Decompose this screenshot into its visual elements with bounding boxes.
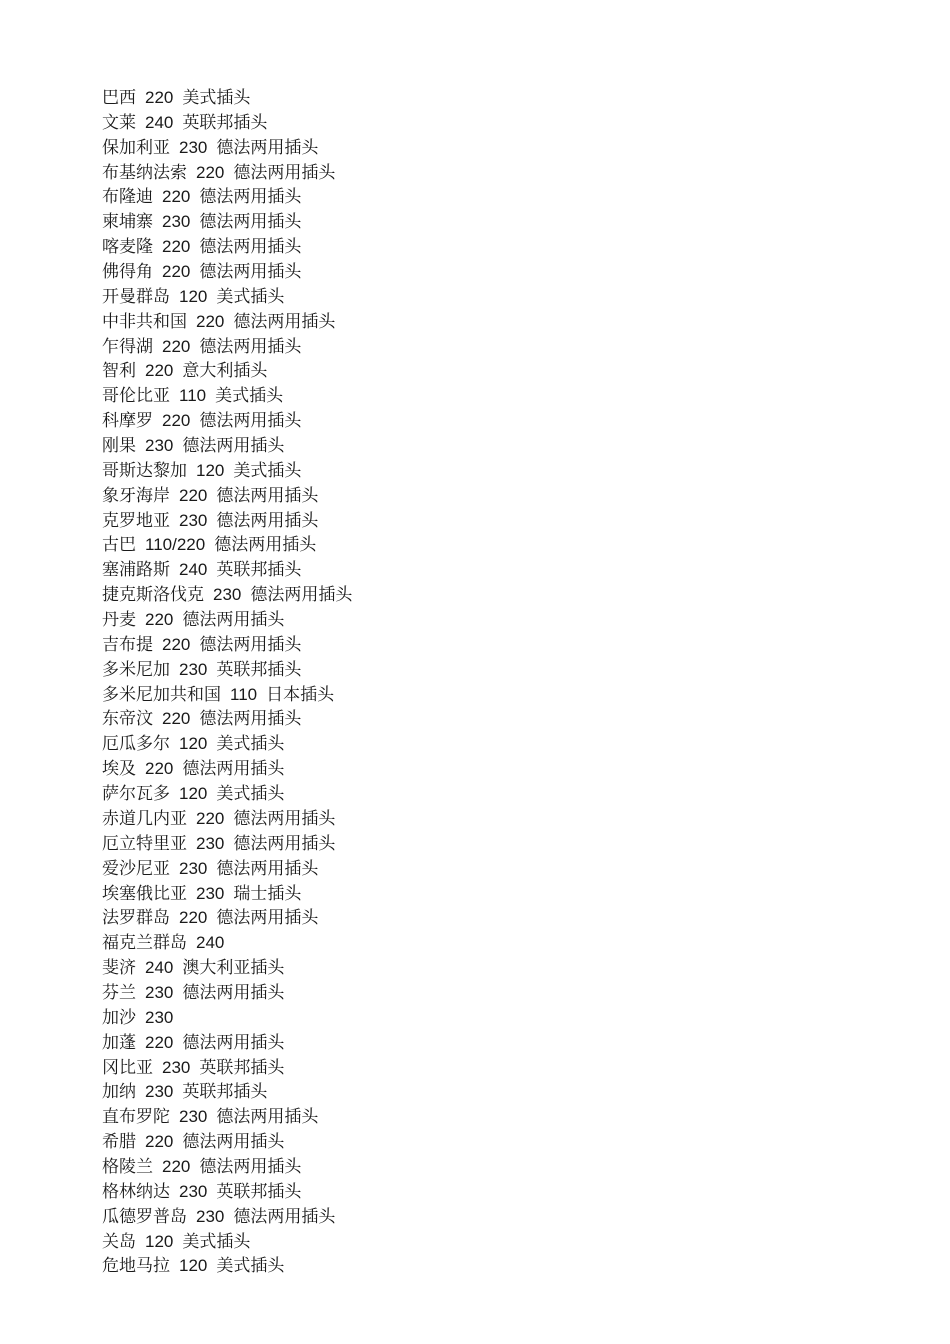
country-name: 芬兰 <box>102 982 136 1003</box>
country-name: 巴西 <box>102 88 136 108</box>
country-name: 智利 <box>102 361 136 382</box>
country-name: 厄立特里亚 <box>102 833 187 854</box>
voltage-value: 110 <box>230 684 258 704</box>
voltage-value: 120 <box>179 784 208 804</box>
country-name: 丹麦 <box>102 610 136 631</box>
voltage-value: 220 <box>162 709 191 729</box>
list-item <box>102 1130 352 1155</box>
plug-type: 日本插头 <box>266 684 335 705</box>
list-item <box>102 1180 352 1205</box>
list-item <box>102 111 352 136</box>
country-name: 哥伦比亚 <box>102 386 170 407</box>
list-item <box>102 260 352 285</box>
country-name: 多米尼加共和国 <box>102 684 221 705</box>
list-item <box>102 583 352 608</box>
plug-type: 德法两用插头 <box>199 634 302 655</box>
plug-type: 美式插头 <box>215 386 284 407</box>
country-name: 开曼群岛 <box>102 286 170 307</box>
plug-type: 德法两用插头 <box>216 137 319 158</box>
plug-type: 德法两用插头 <box>182 759 285 780</box>
voltage-value: 230 <box>145 1007 174 1027</box>
plug-type: 意大利插头 <box>182 361 268 382</box>
voltage-value: 110 <box>179 386 207 406</box>
list-item <box>102 210 352 235</box>
plug-type: 德法两用插头 <box>199 1156 302 1177</box>
voltage-value: 220 <box>162 634 191 654</box>
plug-type: 德法两用插头 <box>182 982 285 1003</box>
list-item <box>102 1031 352 1056</box>
plug-type: 德法两用插头 <box>233 1206 336 1227</box>
voltage-value: 220 <box>145 759 174 779</box>
voltage-value: 220 <box>162 187 191 207</box>
list-item <box>102 335 352 360</box>
voltage-value: 240 <box>179 560 208 580</box>
voltage-value: 230 <box>179 510 208 530</box>
country-name: 保加利亚 <box>102 137 170 158</box>
country-name: 关岛 <box>102 1231 136 1252</box>
country-name: 中非共和国 <box>102 311 187 332</box>
voltage-value: 220 <box>145 361 174 381</box>
country-name: 科摩罗 <box>102 411 153 432</box>
plug-type: 美式插头 <box>216 1256 285 1277</box>
country-name: 埃及 <box>102 759 136 780</box>
plug-type: 英联邦插头 <box>216 659 302 680</box>
plug-type: 英联邦插头 <box>216 560 302 581</box>
voltage-value: 230 <box>145 982 174 1002</box>
country-name: 加沙 <box>102 1007 136 1028</box>
country-name: 爱沙尼亚 <box>102 858 170 879</box>
country-name: 东帝汶 <box>102 709 153 730</box>
voltage-value: 230 <box>179 137 208 157</box>
country-name: 古巴 <box>102 535 136 556</box>
country-name: 赤道几内亚 <box>102 808 187 829</box>
list-item <box>102 235 352 260</box>
voltage-value: 120 <box>179 1256 208 1276</box>
voltage-value: 230 <box>179 858 208 878</box>
country-name: 加蓬 <box>102 1032 136 1053</box>
country-name: 克罗地亚 <box>102 510 170 531</box>
list-item <box>102 882 352 907</box>
plug-type: 德法两用插头 <box>214 535 317 556</box>
plug-type: 德法两用插头 <box>182 1132 285 1153</box>
list-item <box>102 1254 352 1279</box>
plug-type: 德法两用插头 <box>216 908 319 929</box>
voltage-value: 220 <box>145 1032 174 1052</box>
list-item <box>102 384 352 409</box>
plug-type: 美式插头 <box>216 784 285 805</box>
voltage-value: 220 <box>196 311 225 331</box>
list-item <box>102 1056 352 1081</box>
voltage-value: 120 <box>196 460 225 480</box>
list-item <box>102 931 352 956</box>
voltage-value: 230 <box>162 212 191 232</box>
plug-type: 美式插头 <box>216 734 285 755</box>
country-name: 萨尔瓦多 <box>102 784 170 805</box>
voltage-value: 120 <box>179 734 208 754</box>
voltage-value: 220 <box>179 485 208 505</box>
plug-type: 瑞士插头 <box>233 883 302 904</box>
plug-type: 美式插头 <box>233 460 302 481</box>
plug-type: 德法两用插头 <box>233 808 336 829</box>
list-item <box>102 832 352 857</box>
list-item <box>102 533 352 558</box>
list-item <box>102 509 352 534</box>
plug-type: 德法两用插头 <box>199 262 302 283</box>
voltage-value: 240 <box>145 958 174 978</box>
voltage-value: 240 <box>145 112 174 132</box>
voltage-value: 220 <box>162 237 191 257</box>
country-name: 格林纳达 <box>102 1181 170 1202</box>
plug-type: 澳大利亚插头 <box>182 958 285 979</box>
country-name: 多米尼加 <box>102 659 170 680</box>
country-name: 哥斯达黎加 <box>102 460 187 481</box>
plug-type: 英联邦插头 <box>182 112 268 133</box>
plug-type: 德法两用插头 <box>216 858 319 879</box>
country-name: 刚果 <box>102 436 136 457</box>
voltage-value: 220 <box>145 88 174 107</box>
country-name: 吉布提 <box>102 634 153 655</box>
voltage-value: 230 <box>196 1206 225 1226</box>
list-item <box>102 434 352 459</box>
list-item <box>102 484 352 509</box>
voltage-value: 220 <box>162 1156 191 1176</box>
voltage-value: 220 <box>179 908 208 928</box>
voltage-value: 220 <box>162 336 191 356</box>
list-item <box>102 732 352 757</box>
plug-type: 德法两用插头 <box>199 709 302 730</box>
list-item <box>102 359 352 384</box>
list-item <box>102 707 352 732</box>
list-item <box>102 459 352 484</box>
list-item <box>102 608 352 633</box>
plug-type: 德法两用插头 <box>182 1032 285 1053</box>
country-name: 法罗群岛 <box>102 908 170 929</box>
country-name: 希腊 <box>102 1132 136 1153</box>
voltage-value: 220 <box>145 610 174 630</box>
plug-type: 德法两用插头 <box>216 510 319 531</box>
voltage-value: 220 <box>196 162 225 182</box>
list-item <box>102 1105 352 1130</box>
plug-type: 德法两用插头 <box>199 237 302 258</box>
list-item <box>102 1155 352 1180</box>
voltage-value: 120 <box>145 1231 174 1251</box>
plug-type: 英联邦插头 <box>216 1181 302 1202</box>
voltage-value: 220 <box>145 1132 174 1152</box>
plug-type: 德法两用插头 <box>199 411 302 432</box>
voltage-value: 240 <box>196 933 225 953</box>
list-item <box>102 633 352 658</box>
country-name: 冈比亚 <box>102 1057 153 1078</box>
plug-type: 德法两用插头 <box>216 485 319 506</box>
plug-type: 英联邦插头 <box>199 1057 285 1078</box>
list-item <box>102 1080 352 1105</box>
list-item <box>102 161 352 186</box>
country-name: 捷克斯洛伐克 <box>102 585 204 606</box>
country-name: 福克兰群岛 <box>102 933 187 954</box>
country-name: 布基纳法索 <box>102 162 187 183</box>
list-item <box>102 807 352 832</box>
plug-type: 英联邦插头 <box>182 1082 268 1103</box>
country-name: 文莱 <box>102 112 136 133</box>
list-item <box>102 757 352 782</box>
voltage-value: 220 <box>162 262 191 282</box>
country-name: 喀麦隆 <box>102 237 153 258</box>
plug-type: 美式插头 <box>182 88 251 108</box>
voltage-value: 110/220 <box>145 535 206 555</box>
plug-type: 德法两用插头 <box>250 585 353 606</box>
list-item <box>102 86 352 111</box>
list-item <box>102 1006 352 1031</box>
plug-type: 德法两用插头 <box>233 311 336 332</box>
voltage-value: 220 <box>162 411 191 431</box>
country-name: 直布罗陀 <box>102 1107 170 1128</box>
country-name: 加纳 <box>102 1082 136 1103</box>
plug-type: 德法两用插头 <box>233 162 336 183</box>
voltage-value: 230 <box>179 1181 208 1201</box>
list-item <box>102 782 352 807</box>
list-item <box>102 310 352 335</box>
voltage-value: 120 <box>179 286 208 306</box>
country-name: 象牙海岸 <box>102 485 170 506</box>
list-item <box>102 857 352 882</box>
list-item <box>102 906 352 931</box>
plug-type: 美式插头 <box>216 286 285 307</box>
plug-type: 德法两用插头 <box>199 212 302 233</box>
plug-type: 德法两用插头 <box>182 610 285 631</box>
country-name: 布隆迪 <box>102 187 153 208</box>
list-item <box>102 409 352 434</box>
plug-type: 美式插头 <box>182 1231 251 1252</box>
country-name: 厄瓜多尔 <box>102 734 170 755</box>
country-name: 斐济 <box>102 958 136 979</box>
list-item <box>102 558 352 583</box>
plug-type: 德法两用插头 <box>216 1107 319 1128</box>
plug-type: 德法两用插头 <box>199 336 302 357</box>
voltage-value: 230 <box>145 436 174 456</box>
voltage-value: 230 <box>179 659 208 679</box>
list-item <box>102 136 352 161</box>
plug-type: 德法两用插头 <box>233 833 336 854</box>
country-name: 瓜德罗普岛 <box>102 1206 187 1227</box>
voltage-value: 230 <box>213 585 242 605</box>
plug-type: 德法两用插头 <box>199 187 302 208</box>
list-item <box>102 658 352 683</box>
voltage-value: 230 <box>179 1107 208 1127</box>
country-name: 格陵兰 <box>102 1156 153 1177</box>
country-name: 柬埔寨 <box>102 212 153 233</box>
list-item <box>102 956 352 981</box>
voltage-value: 220 <box>196 808 225 828</box>
list-item <box>102 683 352 708</box>
country-name: 乍得湖 <box>102 336 153 357</box>
list-item <box>102 1205 352 1230</box>
voltage-value: 230 <box>145 1082 174 1102</box>
list-item <box>102 981 352 1006</box>
voltage-value: 230 <box>162 1057 191 1077</box>
list-item <box>102 285 352 310</box>
country-name: 危地马拉 <box>102 1256 170 1277</box>
voltage-value: 230 <box>196 883 225 903</box>
country-voltage-list <box>102 86 352 1279</box>
country-name: 塞浦路斯 <box>102 560 170 581</box>
voltage-value: 230 <box>196 833 225 853</box>
list-item <box>102 1230 352 1255</box>
country-name: 佛得角 <box>102 262 153 283</box>
country-name: 埃塞俄比亚 <box>102 883 187 904</box>
plug-type: 德法两用插头 <box>182 436 285 457</box>
list-item <box>102 185 352 210</box>
